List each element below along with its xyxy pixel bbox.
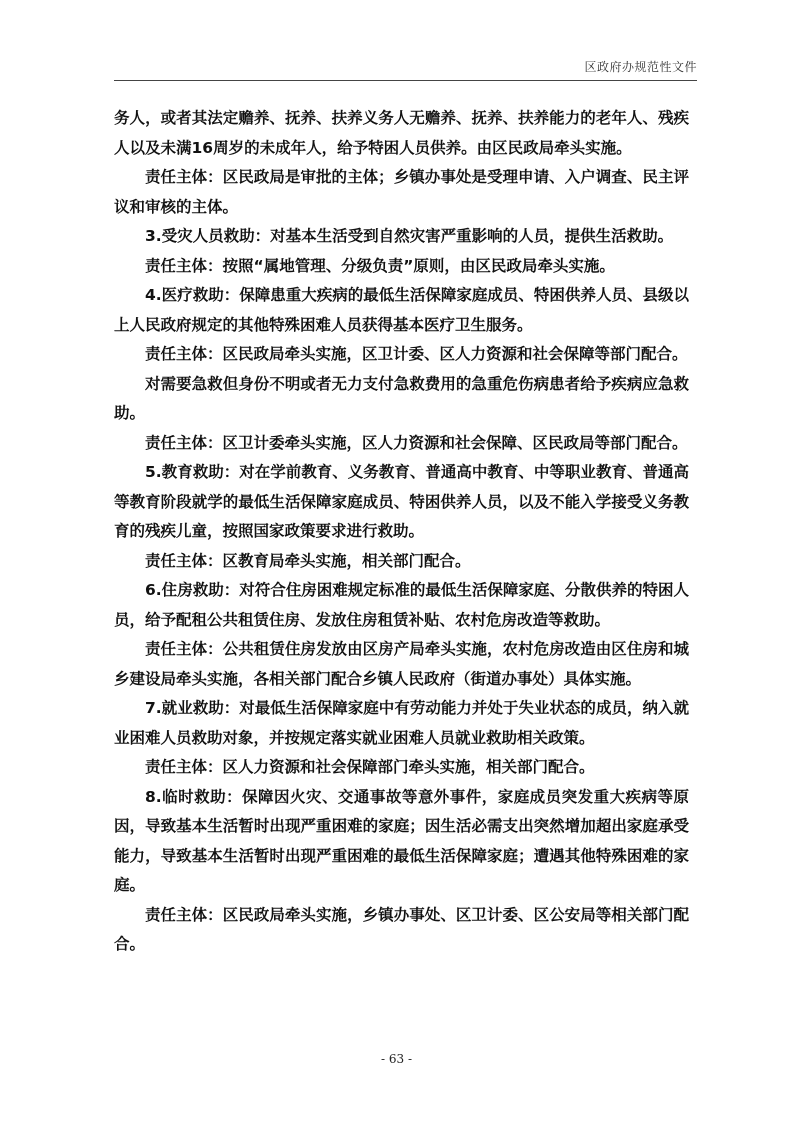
- document-body: [114, 104, 689, 960]
- paragraph: 4.医疗救助：保障患重大疾病的最低生活保障家庭成员、特困供养人员、县级以上人民政府规定的其他特殊困难人员获得基本医疗卫生服务。: [114, 286, 689, 334]
- paragraph: 6.住房救助：对符合住房困难规定标准的最低生活保障家庭、分散供养的特困人员，给予配租公共租赁住房、发放住房租赁补贴、农村危房改造等救助。: [114, 581, 689, 629]
- paragraph: 责任主体：区民政局牵头实施，区卫计委、区人力资源和社会保障等部门配合。: [145, 345, 688, 363]
- header-title: 区政府办规范性文件: [584, 60, 697, 74]
- paragraph: 务人，或者其法定赡养、抚养、扶养义务人无赡养、抚养、扶养能力的老年人、残疾人以及未满16周岁的未成年人，给予特困人员供养。由区民政局牵头实施。: [114, 109, 689, 157]
- paragraph: 7.就业救助：对最低生活保障家庭中有劳动能力并处于失业状态的成员，纳入就业困难人员救助对象，并按规定落实就业困难人员就业救助相关政策。: [114, 699, 689, 747]
- header-divider: [114, 80, 697, 81]
- paragraph: 5.教育救助：对在学前教育、义务教育、普通高中教育、中等职业教育、普通高等教育阶段就学的最低生活保障家庭成员、特困供养人员，以及不能入学接受义务教育的残疾儿童，按照国家政策要求进行救助。: [114, 463, 689, 540]
- paragraph: 对需要急救但身份不明或者无力支付急救费用的急重危伤病患者给予疾病应急救助。: [114, 374, 689, 422]
- paragraph: 责任主体：按照“属地管理、分级负责”原则，由区民政局牵头实施。: [145, 256, 615, 275]
- paragraph: 责任主体：公共租赁住房发放由区房产局牵头实施，农村危房改造由区住房和城乡建设局牵头实施，各相关部门配合乡镇人民政府（街道办事处）具体实施。: [114, 640, 689, 688]
- paragraph: 3.受灾人员救助：对基本生活受到自然灾害严重影响的人员，提供生活救助。: [145, 227, 674, 245]
- paragraph: 8.临时救助：保障因火灾、交通事故等意外事件，家庭成员突发重大疾病等原因，导致基本生活暂时出现严重困难的家庭；因生活必需支出突然增加超出家庭承受能力，导致基本生活暂时出现严重困难的最低生活保障家庭；遭遇其他特殊困难的家庭。: [114, 787, 689, 894]
- paragraph: 责任主体：区教育局牵头实施，相关部门配合。: [145, 551, 471, 570]
- page-number: - 63 -: [380, 1052, 412, 1066]
- paragraph: 责任主体：区民政局是审批的主体；乡镇办事处是受理申请、入户调查、民主评议和审核的主体。: [114, 168, 689, 216]
- paragraph: 责任主体：区人力资源和社会保障部门牵头实施，相关部门配合。: [145, 758, 595, 776]
- paragraph: 责任主体：区民政局牵头实施，乡镇办事处、区卫计委、区公安局等相关部门配合。: [114, 905, 689, 953]
- paragraph: 责任主体：区卫计委牵头实施，区人力资源和社会保障、区民政局等部门配合。: [145, 433, 688, 452]
